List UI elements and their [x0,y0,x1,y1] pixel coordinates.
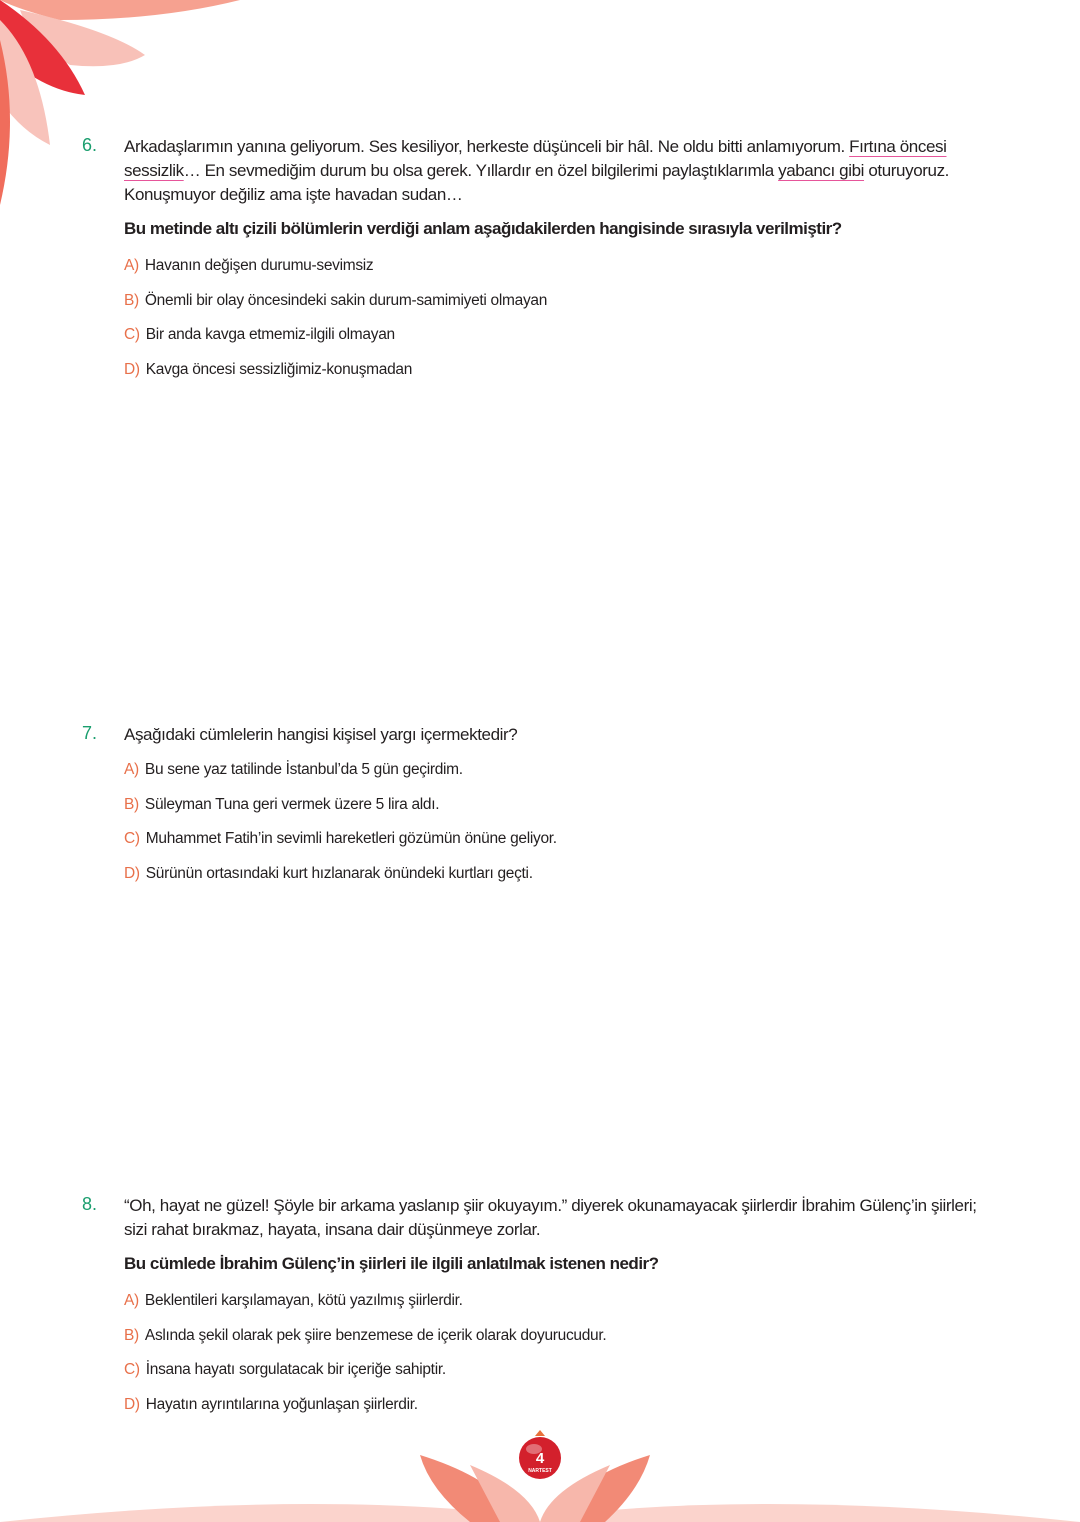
option-text: Hayatın ayrıntılarına yoğunlaşan şiirlerdir. [145,1395,418,1413]
option-letter: A) [124,1292,139,1309]
option-text: Bu sene yaz tatilinde İstanbul’da 5 gün geçirdim. [144,761,463,778]
option-text: Havanın değişen durumu-sevimsiz [144,257,374,274]
option-b[interactable] [124,1319,998,1354]
option-letter: D) [124,360,140,378]
question-6 [82,135,998,387]
option-text: Muhammet Fatih’in sevimli hareketleri gözümün önüne geliyor. [145,830,557,847]
option-b[interactable] [124,788,998,823]
option-a[interactable] [124,1284,998,1319]
option-text: Aslında şekil olarak pek şiire benzemese de içerik olarak doyurucudur. [144,1326,607,1344]
option-text: Bir anda kavga etmemiz-ilgili olmayan [145,326,395,343]
question-number: 8. [82,1194,98,1214]
option-letter: D) [124,1395,140,1413]
option-text: İnsana hayatı sorgulatacak bir içeriğe sahiptir. [145,1361,446,1378]
option-letter: D) [124,864,140,882]
option-text: Süleyman Tuna geri vermek üzere 5 lira aldı. [144,795,440,813]
option-text: Beklentileri karşılamayan, kötü yazılmış şiirlerdir. [144,1292,463,1309]
option-letter: B) [124,795,139,813]
option-letter: C) [124,1361,140,1378]
passage-text: oturuyoruz. Konuşmuyor değiliz ama işte havadan sudan… [124,161,949,204]
option-b[interactable] [124,284,998,319]
option-d[interactable] [124,857,998,892]
passage-text: … En sevmediğim durum bu olsa gerek. Yıllardır en özel bilgilerimi paylaştıklarımla [183,161,779,180]
option-c[interactable] [124,1353,998,1388]
underlined-phrase: yabancı gibi [778,161,865,180]
passage-text: Arkadaşlarımın yanına geliyorum. Ses kesiliyor, herkeste düşünceli bir hâl. Ne oldu bitti anlamıyorum. [124,137,850,156]
question-8 [82,1194,998,1422]
option-letter: C) [124,326,140,343]
option-text: Kavga öncesi sessizliğimiz-konuşmadan [145,360,413,378]
question-7 [82,723,998,891]
option-text: Önemli bir olay öncesindeki sakin durum-samimiyeti olmayan [144,291,548,309]
option-d[interactable] [124,353,998,388]
page-badge [515,1430,565,1485]
option-a[interactable] [124,753,998,788]
question-passage: “Oh, hayat ne güzel! Şöyle bir arkama yaslanıp şiir okuyayım.” diyerek okunamayacak şiirlerdir İbrahim Gülenç’in şiirleri; sizi rahat bırakmaz, hayata, insana dair düşünmeye zorlar. [124,1196,977,1239]
underlined-phrase: Fırtına öncesi sessizlik [124,137,947,180]
option-text: Sürünün ortasındaki kurt hızlanarak önündeki kurtları geçti. [145,864,533,882]
option-a[interactable] [124,249,998,284]
option-letter: A) [124,761,139,778]
option-letter: C) [124,830,140,847]
option-letter: B) [124,1326,139,1344]
option-d[interactable] [124,1388,998,1423]
option-c[interactable] [124,318,998,353]
question-stem: Bu cümlede İbrahim Gülenç’in şiirleri ile ilgili anlatılmak istenen nedir? [124,1254,659,1273]
question-number: 6. [82,135,98,155]
question-stem: Aşağıdaki cümlelerin hangisi kişisel yargı içermektedir? [124,725,518,744]
pomegranate-logo-icon [515,1430,565,1480]
question-number: 7. [82,723,98,743]
badge-text: NARTEST [528,1468,552,1474]
question-passage [124,135,998,387]
option-letter: A) [124,257,139,274]
option-letter: B) [124,291,139,309]
option-c[interactable] [124,822,998,857]
badge-number: 4 [535,1450,545,1467]
question-stem: Bu metinde altı çizili bölümlerin verdiği anlam aşağıdakilerden hangisinde sırasıyla verilmiştir? [124,219,842,238]
